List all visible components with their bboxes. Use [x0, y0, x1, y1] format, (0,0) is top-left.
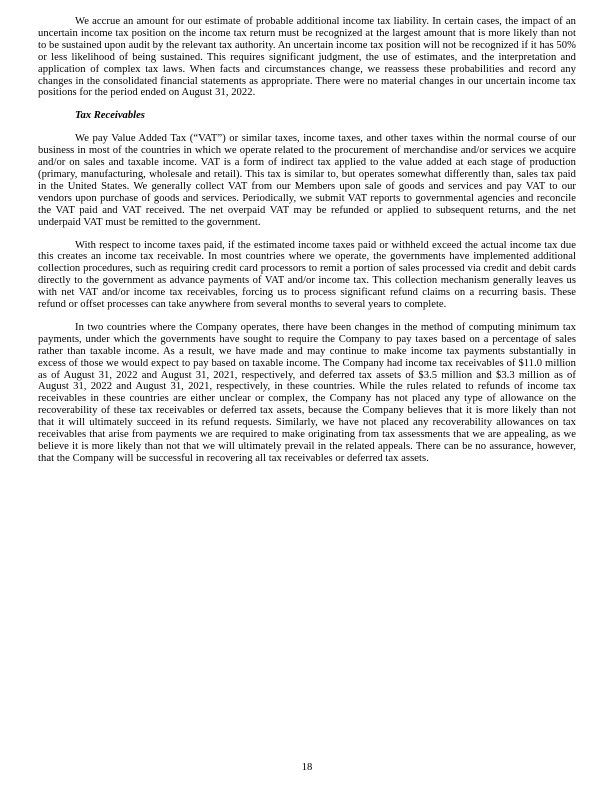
paragraph-minimum-tax-payments: In two countries where the Company operates, there have been changes in the method of computing minimum tax payments, under which the governments have sought to require the Company to pay taxes based on a percentage of sales rather than taxable income. As a result, we have made and may continue to make income tax payments substantially in excess of those we would expect to pay based on taxable income. The Company had income tax receivables of $11.0 million as of August 31, 2022 and August 31, 2021, respectively, and deferred tax assets of $3.5 million and $3.3 million as of August 31, 2022 and August 31, 2021, respectively, in these countries. While the rules related to refunds of income tax receivables in these countries are either unclear or complex, the Company has not placed any type of allowance on the recoverability of these tax receivables or deferred tax assets, because the Company believes that it is more likely than not that it will ultimately succeed in its refund requests. Similarly, we have not placed any recoverability allowances on tax receivables that arise from payments we are required to make originating from tax assessments that we are appealing, as we believe it is more likely than not that we will ultimately prevail in the related appeals. There can be no assurance, however, that the Company will be successful in recovering all tax receivables or deferred tax assets. — [38, 321, 576, 464]
paragraph-vat-overview: We pay Value Added Tax (“VAT”) or similar taxes, income taxes, and other taxes within the normal course of our business in most of the countries in which we operate related to the procurement of merchandise and/or services we acquire and/or on sales and taxable income. VAT is a form of indirect tax applied to the value added at each stage of production (primary, manufacturing, wholesale and retail). This tax is similar to, but operates somewhat differently than, sales tax paid in the United States. We generally collect VAT from our Members upon sale of goods and services and pay VAT to our vendors upon purchase of goods and services. Periodically, we submit VAT reports to governmental agencies and reconcile the VAT paid and VAT received. The net overpaid VAT may be refunded or applied to subsequent returns, and the net underpaid VAT must be remitted to the government. — [38, 133, 576, 228]
section-heading-tax-receivables: Tax Receivables — [75, 110, 145, 122]
page-number: 18 — [301, 762, 313, 773]
paragraph-income-tax-liability: We accrue an amount for our estimate of probable additional income tax liability. In certain cases, the impact of an uncertain income tax position on the income tax return must be recognized at the largest amount that is more likely than not to be sustained upon audit by the relevant tax authority. An uncertain income tax position will not be recognized if it has 50% or less likelihood of being sustained. This requires significant judgment, the use of estimates, and the interpretation and application of complex tax laws. When facts and circumstances change, we reassess these probabilities and record any changes in the consolidated financial statements as appropriate. There were no material changes in our uncertain income tax positions for the period ended on August 31, 2022. — [38, 16, 576, 99]
paragraph-income-tax-receivable: With respect to income taxes paid, if the estimated income taxes paid or withheld exceed the actual income tax due this creates an income tax receivable. In most countries where we operate, the governments have implemented additional collection procedures, such as requiring credit card processors to remit a portion of sales processed via credit and debit cards directly to the government as advance payments of VAT and/or income tax. This collection mechanism generally leaves us with net VAT and/or income tax receivables, forcing us to process significant refund claims on a recurring basis. These refund or offset processes can take anywhere from several months to several years to complete. — [38, 239, 576, 311]
